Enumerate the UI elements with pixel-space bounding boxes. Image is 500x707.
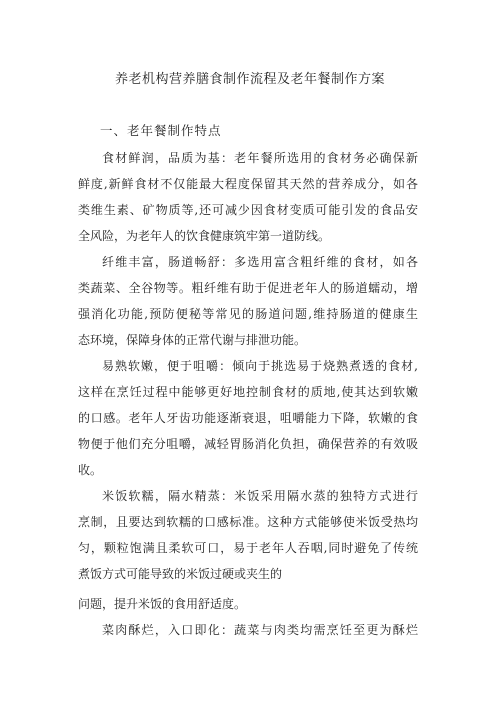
paragraph-line: 态环境，保障身体的正常代谢与排泄功能。 bbox=[78, 333, 307, 347]
paragraph-line: 易熟软嫩，便于咀嚼：倾向于挑选易于烧熟煮透的食材, bbox=[102, 359, 418, 373]
paragraph-line: 米饭软糯，隔水精蒸：米饭采用隔水蒸的独特方式进行 bbox=[102, 489, 418, 503]
paragraph-line: 匀，颗粒饱满且柔软可口，易于老年人吞咽,同时避免了传统 bbox=[78, 541, 418, 555]
paragraph-line: 菜肉酥烂，入口即化：蔬菜与肉类均需烹饪至更为酥烂 bbox=[102, 623, 418, 637]
paragraph-line: 的口感。老年人牙齿功能逐渐衰退，咀嚼能力下降，软嫩的食 bbox=[78, 411, 418, 425]
paragraph-line: 类维生素、矿物质等,还可减少因食材变质可能引发的食品安 bbox=[78, 203, 418, 217]
paragraph-line: 问题，提升米饭的食用舒适度。 bbox=[78, 597, 247, 611]
paragraph-line: 物便于他们充分咀嚼，减轻胃肠消化负担，确保营养的有效吸 bbox=[78, 437, 418, 451]
paragraph-line: 收。 bbox=[78, 463, 103, 477]
paragraph-line: 纤维丰富，肠道畅舒：多选用富含粗纤维的食材，如各 bbox=[102, 255, 418, 269]
section-heading: 一、老年餐制作特点 bbox=[100, 123, 222, 138]
paragraph-line: 全风险，为老年人的饮食健康筑牢第一道防线。 bbox=[78, 229, 331, 243]
paragraph-line: 烹制，且要达到软糯的口感标准。这种方式能够使米饭受热均 bbox=[78, 515, 418, 529]
paragraph-line: 食材鲜润，品质为基：老年餐所选用的食材务必确保新 bbox=[102, 151, 418, 165]
paragraph-line: 强消化功能,预防便秘等常见的肠道问题,维持肠道的健康生 bbox=[78, 307, 418, 321]
document-title: 养老机构营养膳食制作流程及老年餐制作方案 bbox=[114, 72, 385, 87]
paragraph-line: 鲜度,新鲜食材不仅能最大程度保留其天然的营养成分，如各 bbox=[78, 177, 418, 191]
paragraph-line: 这样在烹饪过程中能够更好地控制食材的质地,使其达到软嫩 bbox=[78, 385, 418, 399]
paragraph-line: 煮饭方式可能导致的米饭过硬或夹生的 bbox=[78, 567, 283, 581]
paragraph-line: 类蔬菜、全谷物等。粗纤维有助于促进老年人的肠道蠕动，增 bbox=[78, 281, 418, 295]
